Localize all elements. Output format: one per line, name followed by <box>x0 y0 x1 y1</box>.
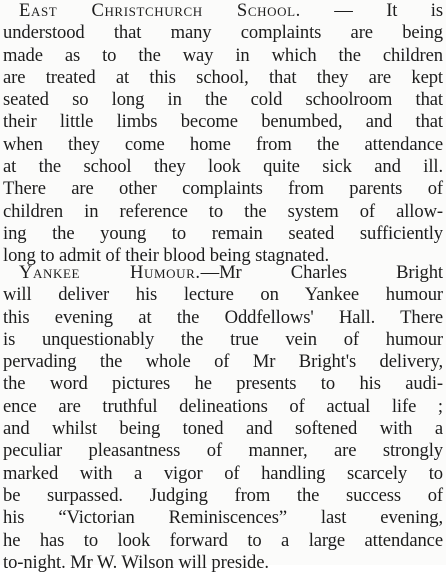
article-text-line: is unquestionably the true vein of humour <box>3 328 443 350</box>
article-text-line: — It is <box>300 0 443 21</box>
article-text-line: pervading the whole of Mr Bright's delivery, <box>3 351 443 373</box>
article-text-line: seated so long in the cold schoolroom that <box>3 89 443 111</box>
article-text-line: made as to the way in which the children <box>3 44 443 66</box>
article-text-line: children in reference to the system of allow- <box>3 200 443 222</box>
article-text-line: he has to look forward to a large attendance <box>3 529 443 551</box>
article-heading: Yankee Humour. <box>19 262 201 283</box>
article-text-line: long to admit of their blood being stagnated. <box>3 245 329 267</box>
article-text-line: be surpassed. Judging from the success of <box>3 484 443 506</box>
article-text-line: ing the young to remain seated sufficiently <box>3 222 443 244</box>
article-text-line: his “Victorian Reminiscences” last evening, <box>3 507 443 529</box>
article-text-line: will deliver his lecture on Yankee humour <box>3 284 443 306</box>
article-heading: East Christchurch School. <box>19 0 301 21</box>
article-text-line: ence are truthful delineations of actual life ; <box>3 395 443 417</box>
article-text-line: this evening at the Oddfellows' Hall. There <box>3 306 443 328</box>
article-text-line: when they come home from the attendance <box>3 133 443 155</box>
article-text-line: their little limbs become benumbed, and that <box>3 111 443 133</box>
article-yankee-humour <box>3 262 443 574</box>
article-text-line: at the school they look quite sick and ill. <box>3 156 443 178</box>
article-first-line <box>3 262 443 284</box>
article-text-line: are treated at this school, that they are kept <box>3 66 443 88</box>
article-text-line: the word pictures he presents to his audi- <box>3 373 443 395</box>
article-text-line: and whilst being toned and softened with a <box>3 418 443 440</box>
article-text-line: to-night. Mr W. Wilson will preside. <box>3 551 269 573</box>
article-text-line: understood that many complaints are being <box>3 22 443 44</box>
article-text-line: marked with a vigor of handling scarcely to <box>3 462 443 484</box>
article-text-line: There are other complaints from parents of <box>3 178 443 200</box>
article-text-line: —Mr Charles Bright <box>200 262 443 283</box>
article-text-line: peculiar pleasantness of manner, are strongly <box>3 440 443 462</box>
article-first-line <box>3 0 443 22</box>
article-east-christchurch-school <box>3 0 443 268</box>
